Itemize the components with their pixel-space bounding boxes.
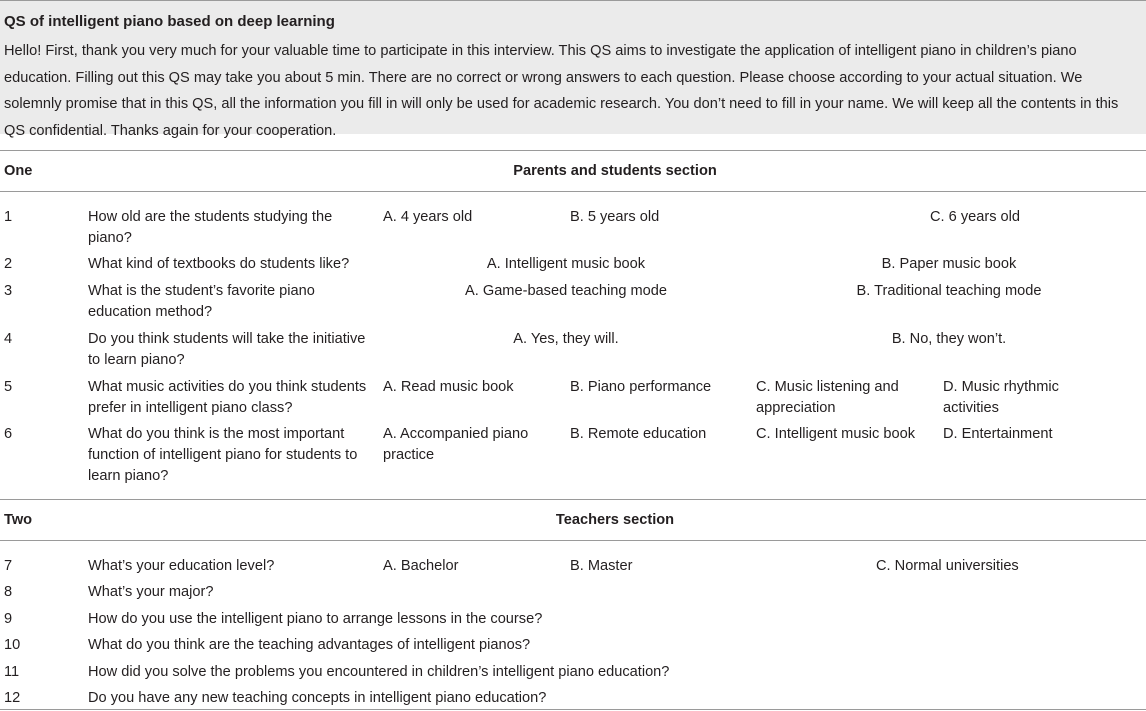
answer-option: D. Music rhythmic activities (943, 379, 1059, 416)
answer-option: B. Master (570, 558, 633, 574)
question-number: 2 (4, 256, 13, 272)
answer-option: B. Piano performance (570, 379, 712, 395)
answer-option: B. 5 years old (570, 209, 660, 225)
answer-option: A. Intelligent music book (486, 256, 646, 272)
question-number: 10 (4, 637, 21, 653)
question-text: How old are the students studying the piano? (88, 209, 333, 246)
answer-option: A. 4 years old (383, 209, 473, 225)
question-text: What’s your major? (88, 584, 214, 600)
table-title: QS of intelligent piano based on deep learning (4, 13, 335, 30)
question-number: 5 (4, 379, 13, 395)
table-bottom-rule (0, 709, 1146, 710)
answer-option: B. Remote education (570, 426, 707, 442)
question-text: What do you think are the teaching advantages of intelligent pianos? (88, 637, 531, 653)
question-number: 7 (4, 558, 13, 574)
answer-option: B. Traditional teaching mode (856, 283, 1042, 299)
table-header (0, 0, 1146, 139)
answer-option: D. Entertainment (943, 426, 1053, 442)
question-number: 4 (4, 331, 13, 347)
question-number: 3 (4, 283, 13, 299)
question-number: 12 (4, 690, 21, 706)
section-header-one (0, 150, 1146, 192)
question-number: 1 (4, 209, 13, 225)
answer-option: C. Music listening and appreciation (756, 379, 899, 416)
section-number: One (4, 163, 33, 179)
question-text: What music activities do you think students prefer in intelligent piano class? (88, 379, 367, 416)
question-number: 11 (4, 664, 20, 680)
question-text: How did you solve the problems you encountered in children’s intelligent piano education? (88, 664, 670, 680)
question-text: What kind of textbooks do students like? (88, 256, 350, 272)
answer-option: A. Bachelor (383, 558, 459, 574)
answer-option: C. Intelligent music book (756, 426, 915, 442)
answer-option: C. 6 years old (930, 209, 1021, 225)
answer-option: B. No, they won’t. (891, 331, 1007, 347)
section-number: Two (4, 512, 33, 528)
answer-option: A. Accompanied piano practice (383, 426, 529, 463)
question-text: What is the student’s favorite piano education method? (88, 283, 315, 320)
question-number: 9 (4, 611, 13, 627)
question-text: Do you have any new teaching concepts in intelligent piano education? (88, 690, 547, 706)
question-text: Do you think students will take the initiative to learn piano? (88, 331, 366, 368)
question-text: What do you think is the most important function of intelligent piano for students to learn piano? (88, 426, 358, 484)
intro-text: Hello! First, thank you very much for your valuable time to participate in this interview. This QS aims to investigate the application of intelligent piano in children’s piano education. Filling out this QS may take you about 5 min. There are no correct or wrong answers to each question. Please choose according to your actual situation. We solemnly promise that in this QS, all the information you fill in will only be used for academic research. You don’t need to fill in your name. We will keep all the contents in this QS confidential. Thanks again for your cooperation. (4, 43, 1119, 139)
section-header-two (0, 499, 1146, 541)
question-text: What’s your education level? (88, 558, 275, 574)
answer-option: A. Game-based teaching mode (465, 283, 667, 299)
section-title: Parents and students section (513, 163, 717, 179)
section-title: Teachers section (555, 512, 675, 528)
answer-option: A. Read music book (383, 379, 514, 395)
answer-option: B. Paper music book (881, 256, 1017, 272)
answer-option: C. Normal universities (876, 558, 1019, 574)
question-number: 8 (4, 584, 13, 600)
answer-option: A. Yes, they will. (513, 331, 619, 347)
question-text: How do you use the intelligent piano to arrange lessons in the course? (88, 611, 543, 627)
question-number: 6 (4, 426, 13, 442)
